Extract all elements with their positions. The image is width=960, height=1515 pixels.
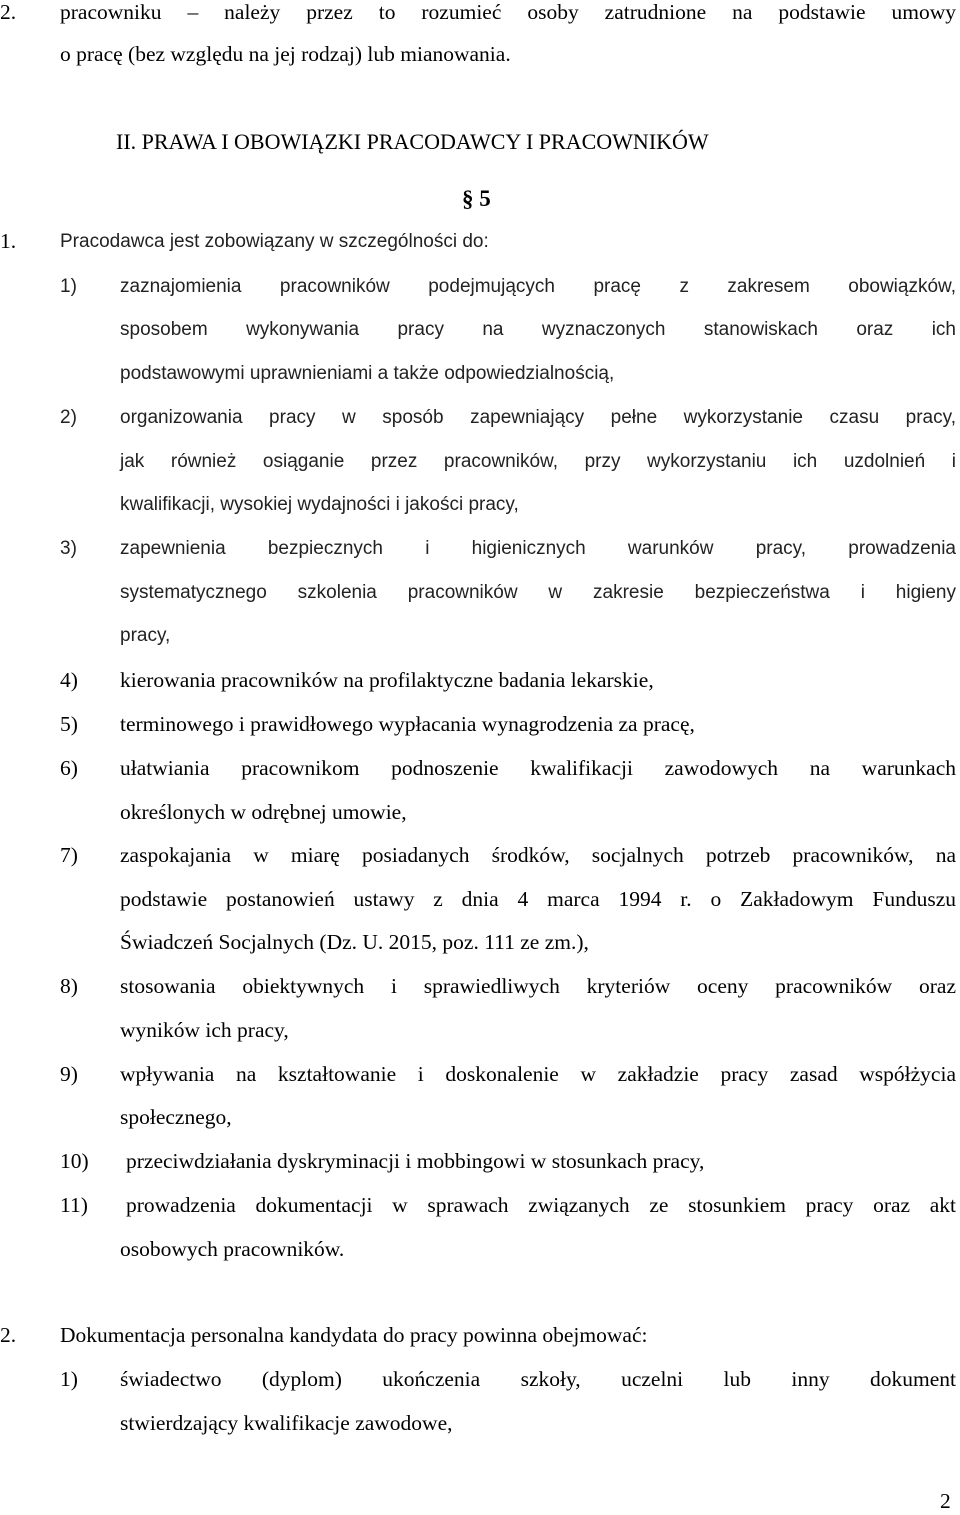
list-item-number: 8)	[60, 974, 78, 998]
paragraph-1-number: 1.	[0, 229, 17, 253]
list-item-number: 1)	[60, 1367, 78, 1391]
list-item-line: organizowania pracy w sposób zapewniający pełne wykorzystanie czasu pracy,	[120, 407, 956, 428]
list-item-line: pracy,	[120, 625, 171, 646]
chapter-heading: II. PRAWA I OBOWIĄZKI PRACODAWCY I PRACOWNIKÓW	[116, 129, 709, 154]
list-item-line: społecznego,	[120, 1105, 232, 1129]
list-item-line: osobowych pracowników.	[120, 1237, 345, 1261]
list-item-line: terminowego i prawidłowego wypłacania wynagrodzenia za pracę,	[120, 712, 695, 736]
list-item-number: 1)	[60, 276, 77, 297]
list-item-line: wyników ich pracy,	[120, 1018, 289, 1042]
list-item-line: podstawie postanowień ustawy z dnia 4 marca 1994 r. o Zakładowym Funduszu	[120, 887, 956, 911]
intro-item-line-2: o pracę (bez względu na jej rodzaj) lub mianowania.	[60, 42, 511, 66]
list-item-number: 5)	[60, 712, 78, 736]
list-item-number: 10)	[60, 1149, 89, 1173]
list-item-line: stosowania obiektywnych i sprawiedliwych kryteriów oceny pracowników oraz	[120, 974, 956, 998]
list-item-number: 11)	[60, 1193, 88, 1217]
list-item-line: jak również osiąganie przez pracowników, przy wykorzystaniu ich uzdolnień i	[120, 451, 956, 472]
paragraph-2-lead: Dokumentacja personalna kandydata do pracy powinna obejmować:	[60, 1323, 648, 1347]
list-item-line: zaznajomienia pracowników podejmujących pracę z zakresem obowiązków,	[120, 276, 956, 297]
list-item-number: 3)	[60, 538, 77, 559]
section-mark: § 5	[462, 186, 491, 211]
intro-item-line-1: pracowniku – należy przez to rozumieć osoby zatrudnione na podstawie umowy	[60, 0, 956, 24]
list-item-line: kwalifikacji, wysokiej wydajności i jakości pracy,	[120, 494, 519, 515]
list-item-number: 7)	[60, 843, 78, 867]
list-item-line: przeciwdziałania dyskryminacji i mobbingowi w stosunkach pracy,	[126, 1149, 705, 1173]
list-item-number: 2)	[60, 407, 77, 428]
list-item-line: wpływania na kształtowanie i doskonalenie w zakładzie pracy zasad współżycia	[120, 1062, 956, 1086]
paragraph-2-number: 2.	[0, 1323, 17, 1347]
list-item-line: kierowania pracowników na profilaktyczne badania lekarskie,	[120, 668, 654, 692]
list-item-line: stwierdzający kwalifikacje zawodowe,	[120, 1411, 453, 1435]
list-item-line: podstawowymi uprawnieniami a także odpowiedzialnością,	[120, 363, 615, 384]
list-item-line: określonych w odrębnej umowie,	[120, 800, 407, 824]
list-item-number: 9)	[60, 1062, 78, 1086]
paragraph-1-lead: Pracodawca jest zobowiązany w szczególności do:	[60, 231, 489, 252]
list-item-line: zaspokajania w miarę posiadanych środków, socjalnych potrzeb pracowników, na	[120, 843, 956, 867]
list-item-number: 6)	[60, 756, 78, 780]
page-number: 2	[940, 1489, 951, 1513]
list-item-number: 4)	[60, 668, 78, 692]
list-item-line: prowadzenia dokumentacji w sprawach związanych ze stosunkiem pracy oraz akt	[126, 1193, 956, 1217]
list-item-line: świadectwo (dyplom) ukończenia szkoły, uczelni lub inny dokument	[120, 1367, 956, 1391]
list-item-line: sposobem wykonywania pracy na wyznaczonych stanowiskach oraz ich	[120, 319, 956, 340]
intro-item-number: 2.	[0, 0, 17, 24]
list-item-line: ułatwiania pracownikom podnoszenie kwalifikacji zawodowych na warunkach	[120, 756, 956, 780]
list-item-line: zapewnienia bezpiecznych i higienicznych warunków pracy, prowadzenia	[120, 538, 956, 559]
list-item-line: systematycznego szkolenia pracowników w zakresie bezpieczeństwa i higieny	[120, 582, 956, 603]
list-item-line: Świadczeń Socjalnych (Dz. U. 2015, poz. 111 ze zm.),	[120, 930, 589, 954]
